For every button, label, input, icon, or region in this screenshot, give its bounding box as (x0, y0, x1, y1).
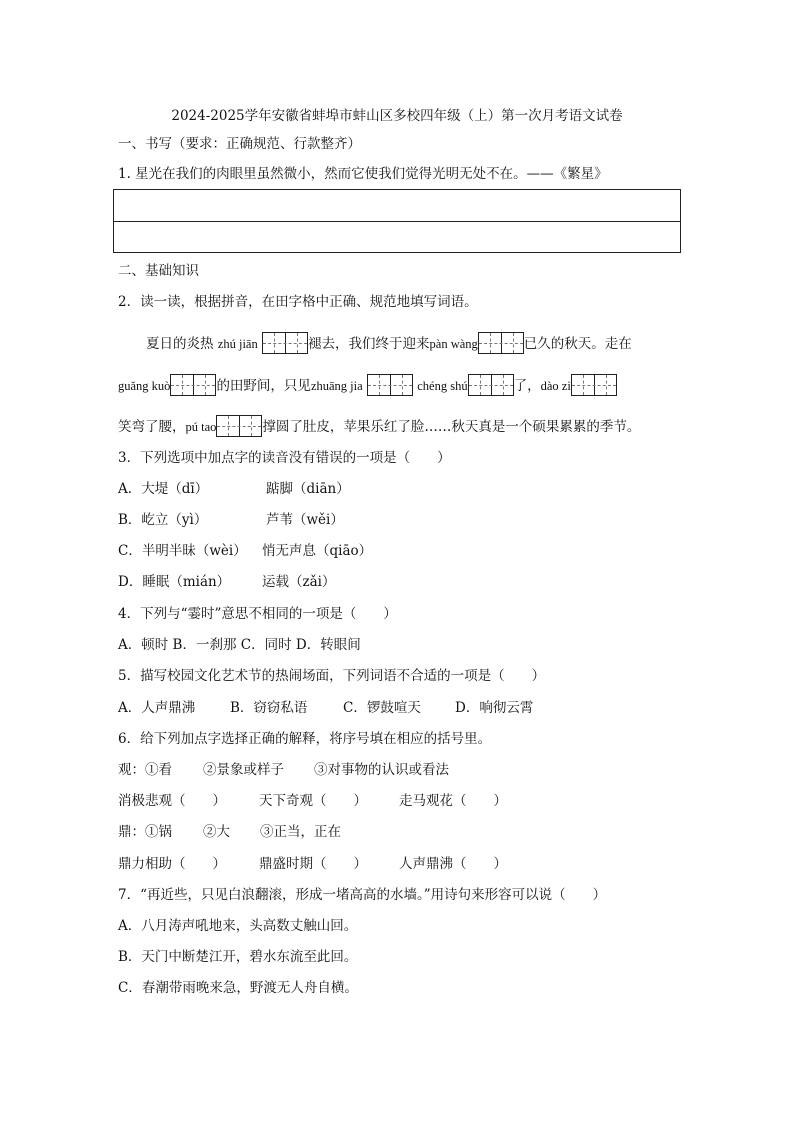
q2-line-2 (118, 374, 617, 396)
ding-definition-1: 鼎：①锅 (118, 824, 172, 840)
pinyin-zhuangjia: zhuāng jia (310, 379, 363, 393)
ding-word-3[interactable]: 人声鼎沸（ ） (399, 856, 507, 872)
tianzige-grid[interactable] (262, 332, 308, 354)
guan-definition-2: ②景象或样子 (203, 762, 284, 778)
ding-definition-2: ②大 (203, 824, 230, 840)
question-3-prompt: 3．下列选项中加点字的读音没有错误的一项是（ ） (118, 450, 451, 466)
q2-text: 了， (513, 378, 541, 394)
q7-option-c[interactable]: C．春潮带雨晚来急，野渡无人舟自横。 (118, 980, 358, 996)
ding-definition-3: ③正当，正在 (260, 824, 341, 840)
question-1: 1. 星光在我们的肉眼里虽然微小，然而它使我们觉得光明无处不在。——《繁星》 (118, 166, 608, 182)
guan-definition-1: 观：①看 (118, 762, 172, 778)
q2-text: 夏日的炎热 (146, 336, 214, 352)
q3-option-d-2: 运载（zǎi） (262, 574, 336, 590)
pinyin-guangkuo: guǎng kuò (118, 379, 171, 393)
q3-option-c-1[interactable]: C．半明半昧（wèi） (118, 543, 247, 559)
ding-word-2[interactable]: 鼎盛时期（ ） (259, 856, 367, 872)
q5-option-b[interactable]: B．窃窃私语 (230, 700, 308, 716)
ding-word-1[interactable]: 鼎力相助（ ） (118, 856, 226, 872)
pinyin-putao: pú tao (185, 420, 217, 434)
question-7-prompt: 7．“再近些，只见白浪翻滚，形成一堵高高的水墙。”用诗句来形容可以说（ ） (118, 887, 607, 903)
tianzige-grid[interactable] (367, 374, 413, 396)
q2-text: 笑弯了腰， (118, 419, 186, 435)
section1-heading: 一、书写（要求：正确规范、行款整齐） (118, 136, 361, 152)
copy-writing-box[interactable] (113, 189, 681, 253)
q5-option-c[interactable]: C．锣鼓喧天 (343, 700, 421, 716)
q3-option-b-1[interactable]: B．屹立（yì） (118, 512, 208, 528)
q3-option-a-2: 踮脚（diān） (266, 481, 350, 497)
pinyin-chengshu: chéng shú (417, 379, 468, 393)
q2-line-3 (118, 415, 640, 437)
q3-option-b-2: 芦苇（wěi） (266, 512, 344, 528)
q2-text: 撑圆了肚皮，苹果乐红了脸……秋天真是一个硕果累累的季节。 (262, 419, 641, 435)
q2-text: 的田野间，只见 (216, 378, 311, 394)
exam-title: 2024-2025学年安徽省蚌埠市蚌山区多校四年级（上）第一次月考语文试卷 (171, 108, 623, 124)
tianzige-grid[interactable] (571, 374, 617, 396)
tianzige-grid[interactable] (468, 374, 514, 396)
q2-text: 褪去，我们终于迎来 (308, 336, 430, 352)
guan-word-3[interactable]: 走马观花（ ） (399, 793, 507, 809)
question-6-prompt: 6．给下列加点字选择正确的解释，将序号填在相应的括号里。 (118, 731, 492, 747)
q5-option-d[interactable]: D．响彻云霄 (455, 700, 534, 716)
guan-word-2[interactable]: 天下奇观（ ） (259, 793, 367, 809)
q7-option-a[interactable]: A．八月涛声吼地来，头高数丈触山回。 (118, 918, 358, 934)
tianzige-grid[interactable] (216, 415, 262, 437)
guan-word-1[interactable]: 消极悲观（ ） (118, 793, 226, 809)
q2-line-1 (146, 332, 632, 354)
q2-text: 已久的秋天。走在 (523, 336, 632, 352)
pinyin-zhujian: zhú jiān (217, 337, 258, 351)
q3-option-c-2: 悄无声息（qiāo） (262, 543, 373, 559)
q3-option-d-1[interactable]: D．睡眠（mián） (118, 574, 231, 590)
question-4-prompt: 4．下列与“霎时”意思不相同的一项是（ ） (118, 606, 397, 622)
q7-option-b[interactable]: B．天门中断楚江开，碧水东流至此回。 (118, 949, 358, 965)
q4-options[interactable]: A．顿时 B．一刹那 C．同时 D．转眼间 (118, 637, 361, 653)
section2-heading: 二、基础知识 (118, 263, 199, 279)
q3-option-a-1[interactable]: A．大堤（dī） (118, 481, 209, 497)
pinyin-panwang: pàn wàng (429, 337, 478, 351)
tianzige-grid[interactable] (478, 332, 524, 354)
copy-writing-divider (114, 221, 680, 222)
tianzige-grid[interactable] (170, 374, 216, 396)
question-5-prompt: 5．描写校园文化艺术节的热闹场面，下列词语不合适的一项是（ ） (118, 668, 546, 684)
pinyin-daozi: dào zi (540, 379, 571, 393)
question-2-prompt: 2．读一读，根据拼音，在田字格中正确、规范地填写词语。 (118, 294, 478, 310)
guan-definition-3: ③对事物的认识或看法 (314, 762, 449, 778)
q5-option-a[interactable]: A．人声鼎沸 (118, 700, 196, 716)
